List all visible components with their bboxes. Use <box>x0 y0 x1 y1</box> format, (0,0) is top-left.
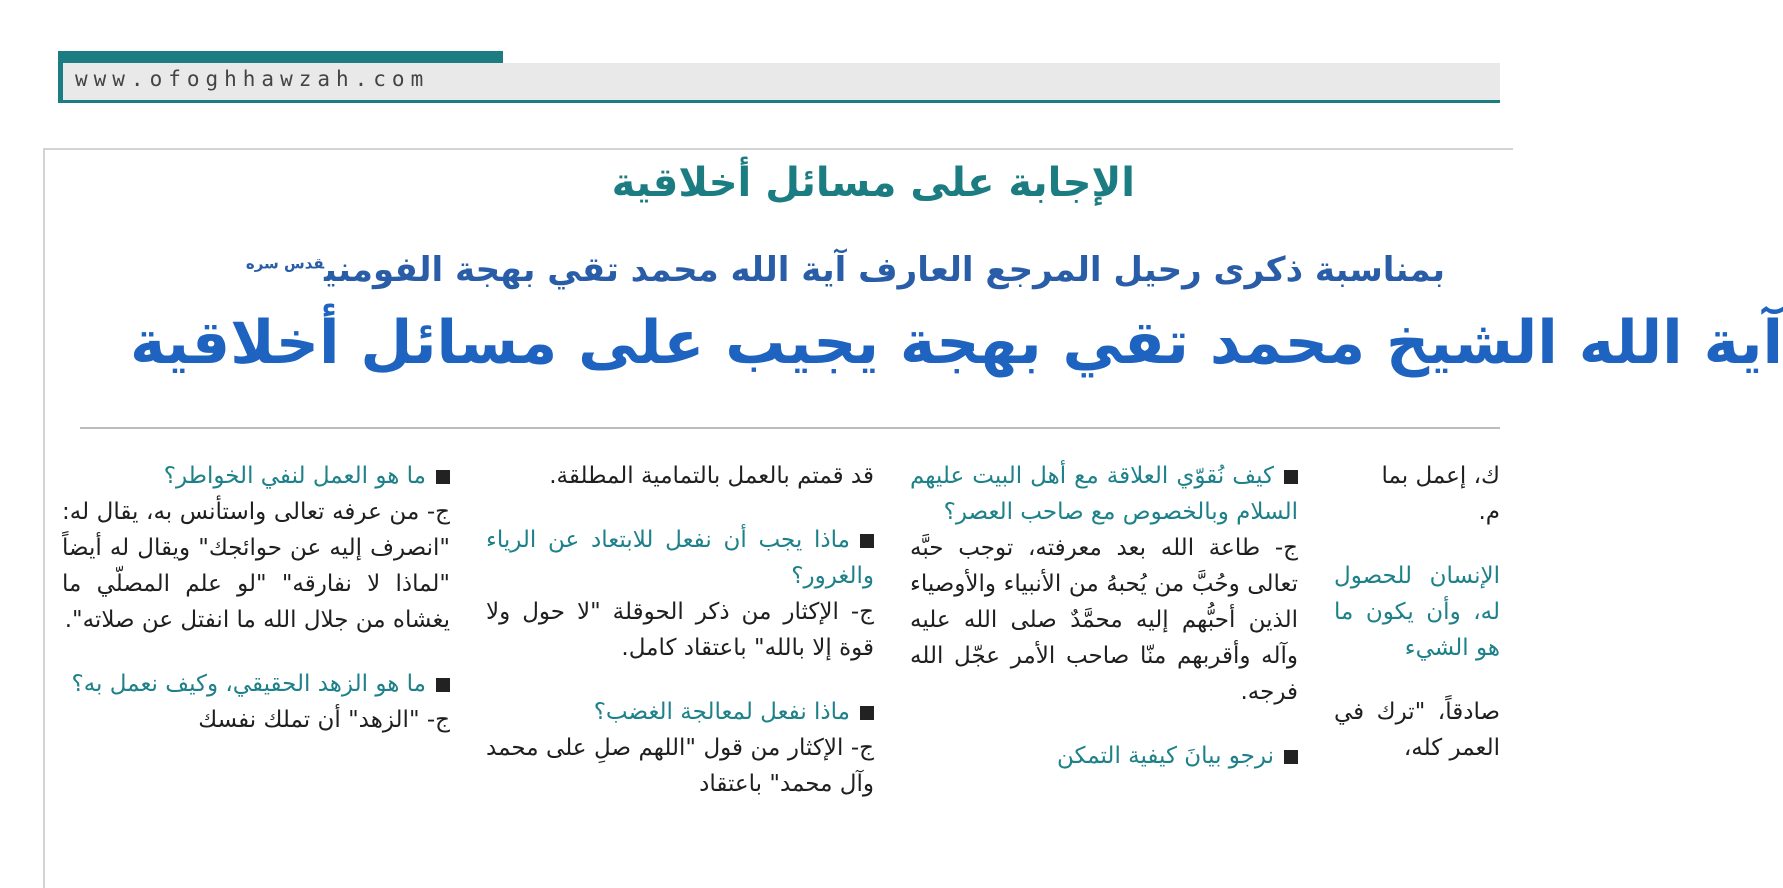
question-heading: كيف نُقوّي العلاقة مع أهل البيت عليهم السلام وبالخصوص مع صاحب العصر؟ <box>910 463 1298 525</box>
question-heading: ما هو العمل لنفي الخواطر؟ <box>62 458 450 494</box>
question-heading: ما هو الزهد الحقيقي، وكيف نعمل به؟ <box>62 666 450 702</box>
question-fragment: الإنسان للحصول له، وأن يكون ما هو الشيء <box>1334 563 1500 661</box>
column-2 <box>486 458 874 878</box>
question-heading: ماذا يجب أن نفعل للابتعاد عن الرياء والغرور؟ <box>486 527 874 589</box>
square-bullet-icon <box>436 678 450 692</box>
question-heading: ماذا نفعل لمعالجة الغضب؟ <box>486 694 874 730</box>
square-bullet-icon <box>860 706 874 720</box>
answer-paragraph: ج- من عرفه تعالى واستأنس به، يقال له: "انصرف إليه عن حوائجك" ويقال له أيضاً "لماذا لا نفارقه" "لو علم المصلّي ما يغشاه من جلال الله ما انفتل عن صلاته". <box>62 499 450 633</box>
answer-paragraph: ج- الإكثار من قول "اللهم صلِ على محمد وآل محمد" باعتقاد <box>486 735 874 797</box>
occasion-text: بمناسبة ذكرى رحيل المرجع العارف آية الله محمد تقي بهجة الفومني <box>324 250 1445 290</box>
square-bullet-icon <box>436 470 450 484</box>
answer-paragraph: قد قمتم بالعمل بالتمامية المطلقة. <box>549 463 874 489</box>
answer-paragraph: ج- "الزهد" أن تملك نفسك <box>198 707 450 733</box>
column-1 <box>62 458 450 878</box>
occasion-subtitle <box>245 250 1445 290</box>
website-banner <box>58 63 1500 103</box>
main-headline: آية الله الشيخ محمد تقي بهجة يجيب على مسائل أخلاقية <box>130 308 1783 378</box>
square-bullet-icon <box>1284 750 1298 764</box>
column-3 <box>910 458 1298 878</box>
section-title: الإجابة على مسائل أخلاقية <box>611 160 1135 206</box>
text-fragment: صادقاً، "ترك في العمر كله، <box>1334 699 1500 761</box>
question-heading: نرجو بيانَ كيفية التمكن <box>910 738 1298 774</box>
square-bullet-icon <box>860 534 874 548</box>
answer-paragraph: ج- طاعة الله بعد معرفته، توجب حبَّه تعالى وحُبَّ من يُحبهُ من الأنبياء والأوصياء الذين أحبُّهم إليه محمَّدٌ صلى الله عليه وآله وأقربهم منّا صاحب الأمر عجّل الله فرجه. <box>910 535 1298 705</box>
website-url[interactable]: www.ofoghhawzah.com <box>75 67 430 91</box>
text-fragment: ك، إعمل بما <box>1381 463 1500 489</box>
square-bullet-icon <box>1284 470 1298 484</box>
honorific-symbol: قدس سره <box>245 254 325 273</box>
header-accent-tab <box>58 51 503 63</box>
column-4-partial <box>1334 458 1500 878</box>
headline-container <box>100 308 1783 398</box>
divider-line <box>80 427 1500 429</box>
answer-paragraph: ج- الإكثار من ذكر الحوقلة "لا حول ولا قوة إلا بالله" باعتقاد كامل. <box>486 599 874 661</box>
text-fragment: م. <box>1478 499 1500 525</box>
